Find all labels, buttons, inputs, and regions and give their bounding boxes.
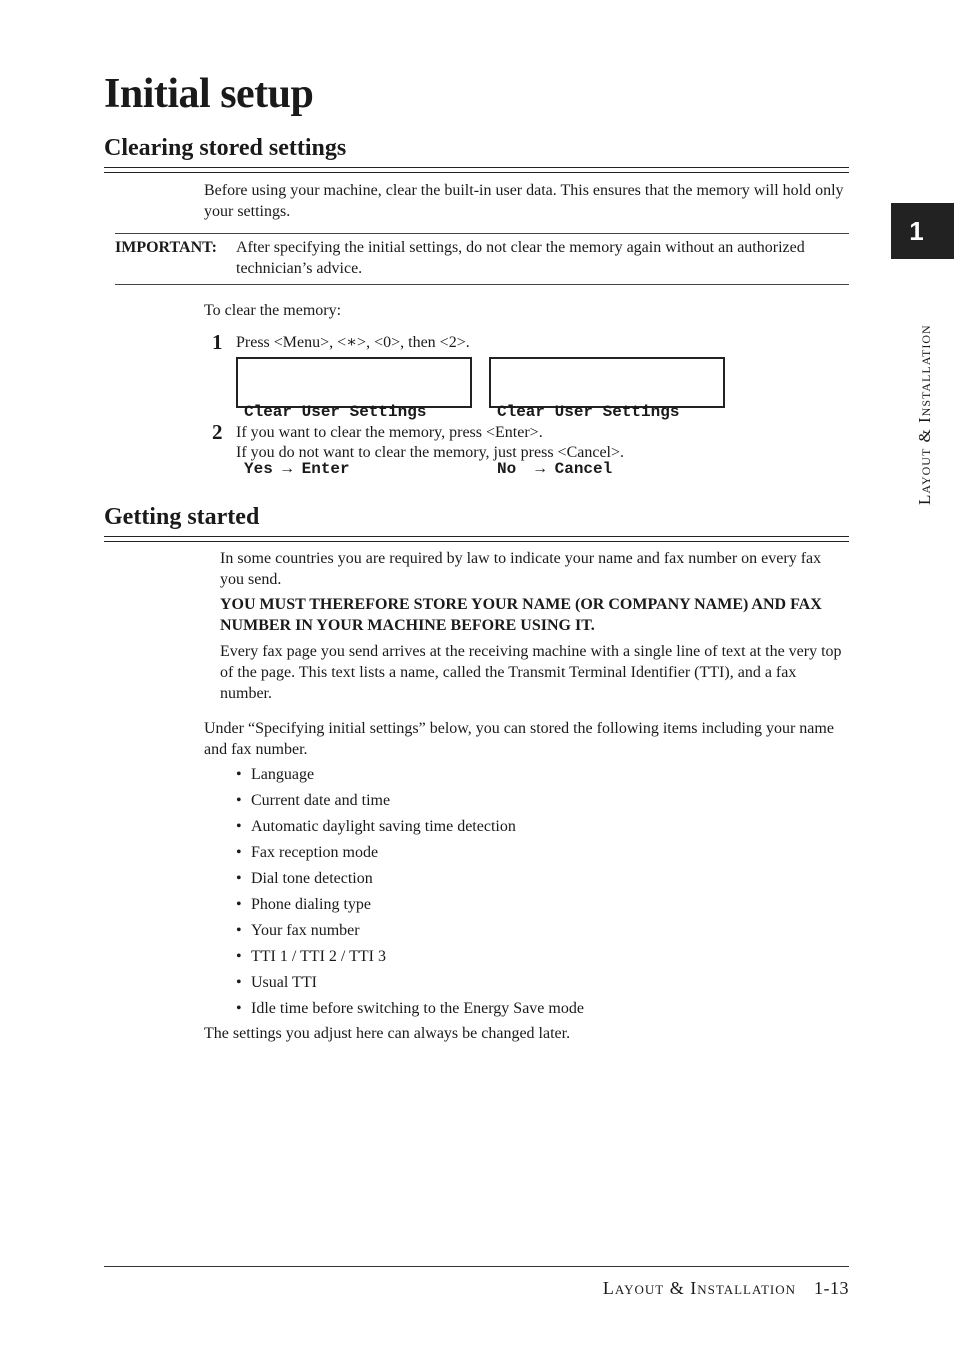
clearing-heading: Clearing stored settings	[104, 135, 347, 161]
step-number-2: 2	[212, 420, 223, 444]
bullet-icon: •	[236, 948, 242, 965]
footer-rule	[104, 1266, 849, 1267]
bullet-icon: •	[236, 870, 242, 887]
list-item: • Usual TTI	[236, 970, 584, 996]
lcd-no-line1: Clear User Settings	[497, 403, 680, 421]
chapter-side-label: Layout & Installation	[915, 324, 934, 505]
chapter-number: 1	[909, 216, 924, 246]
heading-rule	[104, 167, 849, 173]
tti-paragraph: Every fax page you send arrives at the receiving machine with a single line of text at the very top of the page. This text lists a name, called the Transmit Terminal Identifier (TTI), and a fax number.	[220, 643, 842, 702]
store-warning-paragraph: YOU MUST THEREFORE STORE YOUR NAME (OR COMPANY NAME) AND FAX NUMBER IN YOUR MACHINE BEFORE USING IT.	[220, 596, 822, 634]
list-item: • Language	[236, 762, 584, 788]
important-text: After specifying the initial settings, do not clear the memory again without an authorized technician’s advice.	[236, 239, 805, 277]
footer-section-name: Layout & Installation	[602, 1278, 796, 1298]
lcd-yes-line1: Clear User Settings	[244, 403, 427, 421]
lcd-yes-line2: Yes → Enter	[244, 460, 350, 478]
list-item: • Idle time before switching to the Energy Save mode	[236, 996, 584, 1022]
chapter-tab	[891, 203, 954, 259]
bullet-icon: •	[236, 896, 242, 913]
lcd-display-no	[489, 357, 725, 478]
law-paragraph: In some countries you are required by law to indicate your name and fax number on every fax you send.	[220, 550, 822, 588]
settings-intro-paragraph: Under “Specifying initial settings” below, you can stored the following items including your name and fax number.	[204, 720, 834, 758]
list-item: • Phone dialing type	[236, 892, 584, 918]
bullet-icon: •	[236, 844, 242, 861]
lcd-no-line2: No → Cancel	[497, 460, 613, 478]
important-label: IMPORTANT:	[115, 239, 217, 256]
important-top-rule	[115, 233, 849, 234]
heading-rule	[104, 536, 849, 542]
list-item: • Automatic daylight saving time detection	[236, 814, 584, 840]
list-item: • Fax reception mode	[236, 840, 584, 866]
list-item: • Current date and time	[236, 788, 584, 814]
list-item: • Your fax number	[236, 918, 584, 944]
bullet-icon: •	[236, 1000, 242, 1017]
list-item: • Dial tone detection	[236, 866, 584, 892]
bullet-icon: •	[236, 792, 242, 809]
important-bottom-rule	[115, 284, 849, 285]
page-title: Initial setup	[104, 71, 314, 117]
to-clear-text: To clear the memory:	[204, 302, 342, 319]
bullet-icon: •	[236, 766, 242, 783]
page-number: 1-13	[814, 1278, 849, 1298]
bullet-icon: •	[236, 818, 242, 835]
list-item: • TTI 1 / TTI 2 / TTI 3	[236, 944, 584, 970]
step-number-1: 1	[212, 330, 223, 354]
footer	[603, 1278, 849, 1299]
step-1-text: Press <Menu>, <∗>, <0>, then <2>.	[236, 334, 470, 351]
bullet-icon: •	[236, 922, 242, 939]
getting-started-heading: Getting started	[104, 504, 260, 530]
closing-paragraph: The settings you adjust here can always be changed later.	[204, 1025, 571, 1042]
step-2-line2: If you do not want to clear the memory, just press <Cancel>.	[236, 444, 625, 461]
settings-items-list	[236, 762, 584, 1022]
step-2-line1: If you want to clear the memory, press <Enter>.	[236, 424, 543, 441]
clearing-intro: Before using your machine, clear the built-in user data. This ensures that the memory will hold only your settings.	[204, 182, 844, 220]
bullet-icon: •	[236, 974, 242, 991]
